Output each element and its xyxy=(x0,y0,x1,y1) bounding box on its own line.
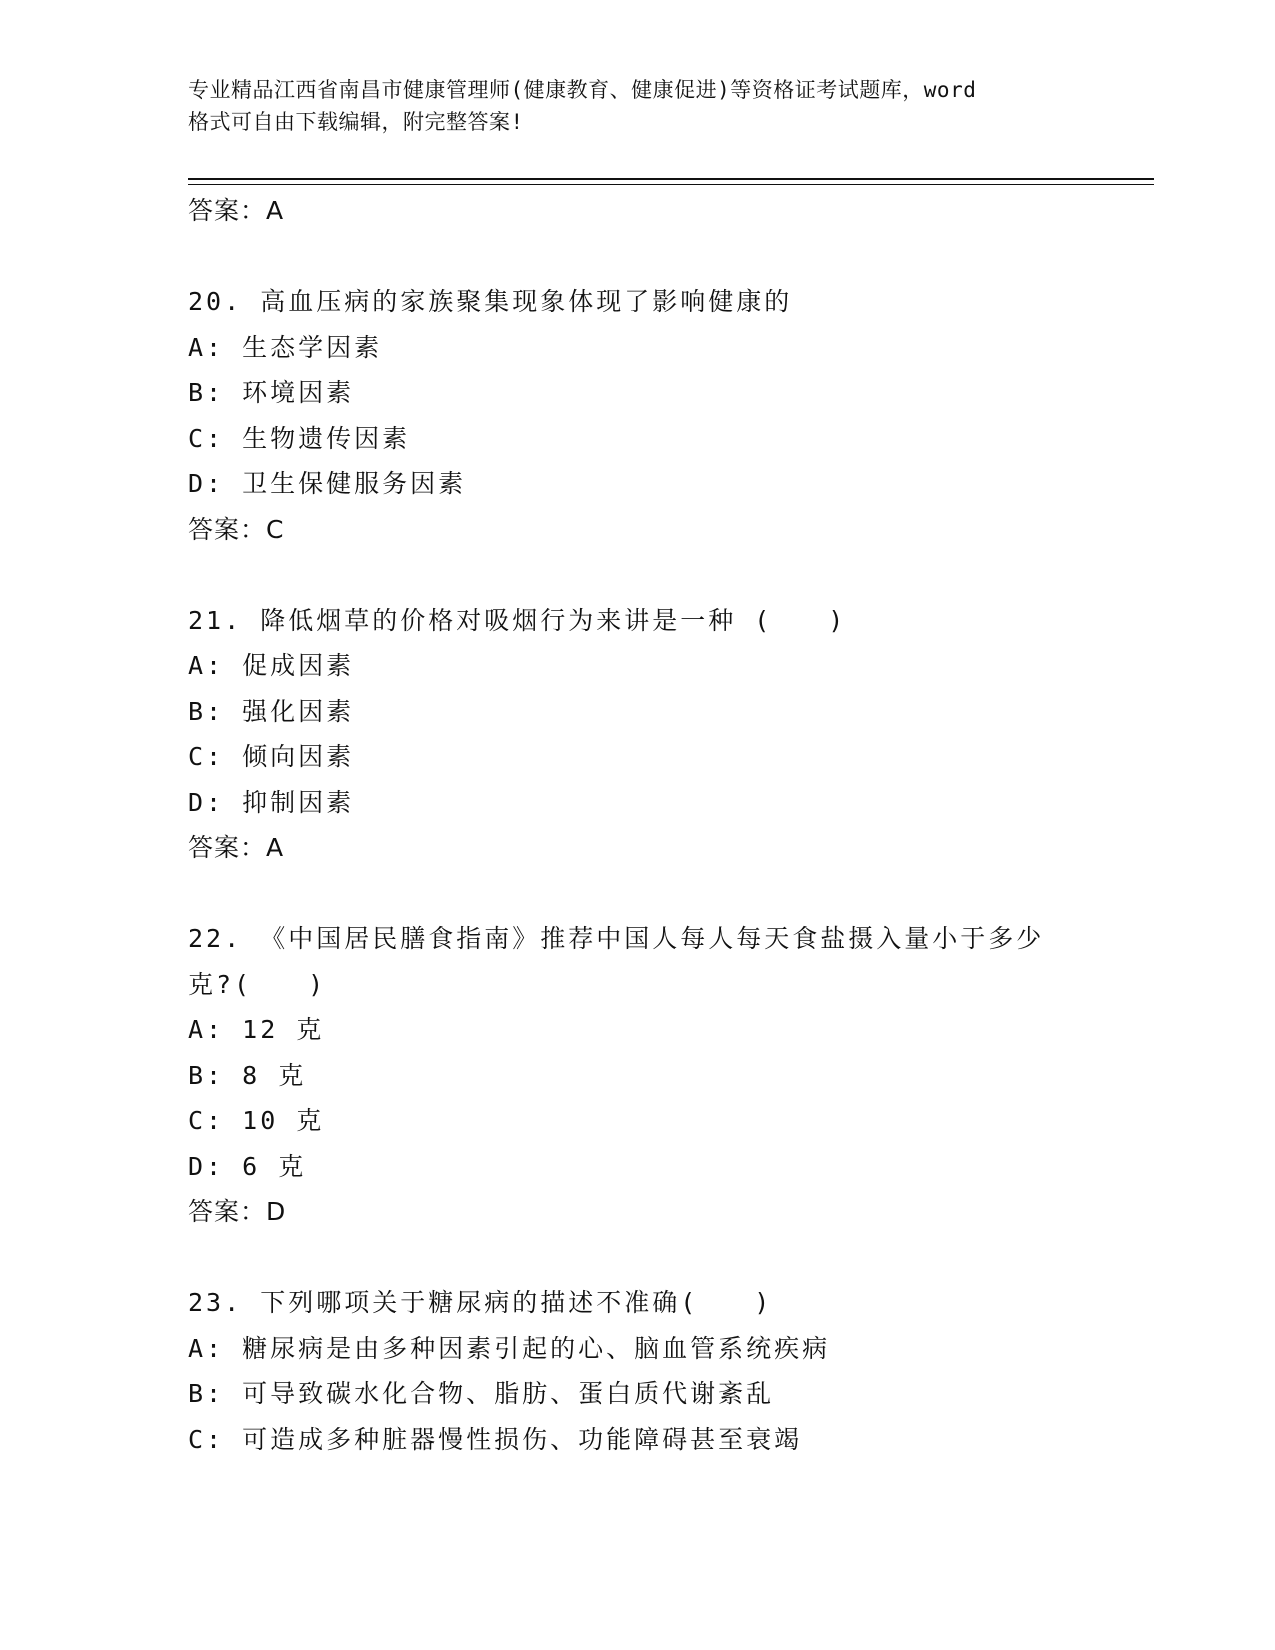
option-b: B: 强化因素 xyxy=(188,696,355,726)
option-d: D: 6 克 xyxy=(188,1151,307,1181)
answer-line: 答案：A xyxy=(188,196,285,225)
spacer xyxy=(188,234,1088,280)
option-c: C: 倾向因素 xyxy=(188,742,355,771)
spacer xyxy=(188,552,1088,598)
spacer xyxy=(188,871,1088,917)
question-stem-line-2: 克?( ) xyxy=(188,969,327,999)
option-d: D: 抑制因素 xyxy=(188,787,355,817)
answer-line: 答案：A xyxy=(188,833,285,862)
answer-line: 答案：D xyxy=(188,1197,287,1226)
option-a: A: 促成因素 xyxy=(188,651,355,680)
question-stem-line-1: 22. 《中国居民膳食指南》推荐中国人每人每天食盐摄入量小于多少 xyxy=(188,924,1045,953)
question-stem: 21. 降低烟草的价格对吸烟行为来讲是一种 ( ) xyxy=(188,605,847,635)
question-item xyxy=(188,279,1088,552)
option-b: B: 可导致碳水化合物、脂肪、蛋白质代谢紊乱 xyxy=(188,1379,775,1408)
question-list xyxy=(188,188,1088,1462)
option-a: A: 糖尿病是由多种因素引起的心、脑血管系统疾病 xyxy=(188,1333,831,1363)
spacer xyxy=(188,1235,1088,1281)
header-rule-thin xyxy=(188,184,1154,185)
header-rule-thick xyxy=(188,178,1154,180)
question-item xyxy=(188,1280,1088,1462)
option-c: C: 生物遗传因素 xyxy=(188,423,411,453)
option-b: B: 8 克 xyxy=(188,1060,307,1090)
answer-line: 答案：C xyxy=(188,514,285,544)
header-line-2: 格式可自由下载编辑，附完整答案! xyxy=(188,110,524,134)
question-item xyxy=(188,598,1088,871)
question-stem: 23. 下列哪项关于糖尿病的描述不准确( ) xyxy=(188,1288,773,1317)
option-d: D: 卫生保健服务因素 xyxy=(188,469,467,498)
document-header xyxy=(188,74,1118,138)
option-c: C: 10 克 xyxy=(188,1106,325,1135)
option-a: A: 生态学因素 xyxy=(188,332,383,362)
question-stem: 20. 高血压病的家族聚集现象体现了影响健康的 xyxy=(188,287,793,316)
option-a: A: 12 克 xyxy=(188,1015,325,1044)
question-item xyxy=(188,916,1088,1235)
header-line-1: 专业精品江西省南昌市健康管理师(健康教育、健康促进)等资格证考试题库，word xyxy=(188,78,977,102)
option-b: B: 环境因素 xyxy=(188,378,355,407)
option-c: C: 可造成多种脏器慢性损伤、功能障碍甚至衰竭 xyxy=(188,1424,803,1454)
